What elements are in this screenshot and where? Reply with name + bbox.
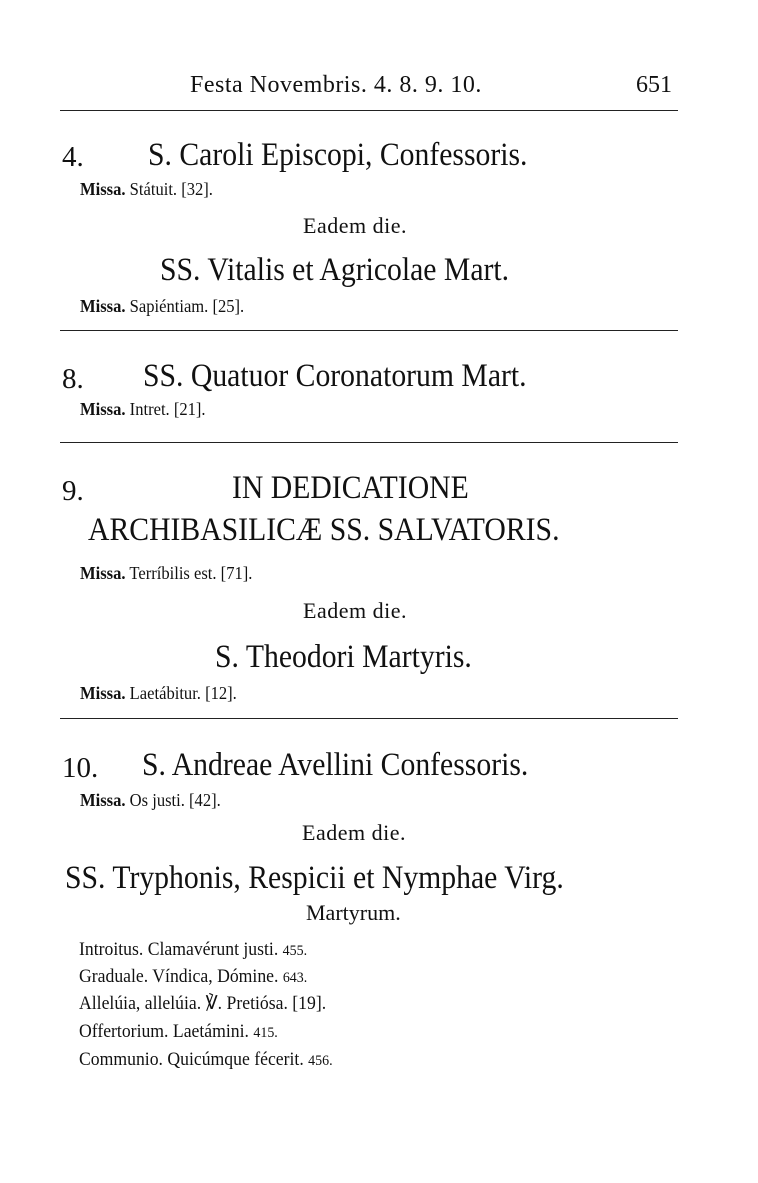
missa-text: Laetábitur. [12]. — [129, 683, 237, 703]
missa-text: Os justi. [42]. — [129, 790, 221, 810]
proper-graduale — [79, 967, 307, 986]
missa-label: Missa. — [80, 563, 126, 583]
missa-label: Missa. — [80, 296, 126, 316]
proper-label: Communio. — [79, 1049, 163, 1070]
day-number-10: 10. — [62, 752, 99, 784]
proper-text: ℣. Pretiósa. — [205, 993, 288, 1014]
proper-ref: 643. — [282, 970, 308, 986]
missa-line-caroli — [80, 180, 213, 198]
feast-title-theodori: S. Theodori Martyris. — [215, 639, 472, 675]
eadem-die-label: Eadem die. — [302, 820, 406, 845]
missa-text: Intret. [21]. — [129, 399, 206, 419]
missa-label: Missa. — [80, 683, 126, 703]
section-rule — [60, 442, 678, 443]
missa-line-coronatorum — [80, 400, 206, 418]
feast-title-avellini: S. Andreae Avellini Confessoris. — [142, 747, 529, 783]
page-number: 651 — [636, 72, 672, 98]
missa-text: Sapiéntiam. [25]. — [129, 296, 245, 316]
proper-offertorium — [79, 1022, 278, 1041]
eadem-die-label: Eadem die. — [303, 598, 407, 623]
feast-title-dedicatione-line2: ARCHIBASILICÆ SS. SALVATORIS. — [88, 512, 560, 548]
missa-line-avellini — [80, 791, 221, 809]
proper-communio — [79, 1050, 333, 1069]
proper-ref: 456. — [308, 1053, 333, 1069]
eadem-die-label: Eadem die. — [303, 213, 407, 238]
section-rule — [60, 330, 678, 331]
day-number-4: 4. — [62, 141, 84, 173]
missa-label: Missa. — [80, 790, 126, 810]
proper-ref: 455. — [282, 943, 308, 959]
feast-title-dedicatione-line1: IN DEDICATIONE — [232, 470, 469, 506]
header-rule — [60, 110, 678, 111]
proper-text: Quicúmque fécerit. — [167, 1049, 304, 1070]
feast-title-caroli: S. Caroli Episcopi, Confessoris. — [148, 137, 528, 173]
missa-line-vitalis — [80, 297, 244, 315]
proper-label: Introitus. — [79, 939, 144, 960]
section-rule — [60, 718, 678, 719]
proper-text: Víndica, Dómine. — [152, 966, 279, 987]
proper-ref: 415. — [253, 1025, 278, 1041]
proper-label: Allelúia, allelúia. — [79, 993, 202, 1014]
proper-label: Graduale. — [79, 966, 149, 987]
feast-title-vitalis: SS. Vitalis et Agricolae Mart. — [160, 252, 510, 288]
day-number-9: 9. — [62, 475, 84, 507]
feast-title-coronatorum: SS. Quatuor Coronatorum Mart. — [143, 358, 527, 394]
proper-ref: [19]. — [292, 993, 327, 1014]
missa-label: Missa. — [80, 179, 126, 199]
proper-text: Clamavérunt justi. — [147, 939, 279, 960]
proper-label: Offertorium. — [79, 1021, 169, 1042]
missa-text: Státuit. [32]. — [129, 179, 213, 199]
running-title: Festa Novembris. 4. 8. 9. 10. — [190, 72, 482, 98]
missa-text: Terríbilis est. [71]. — [129, 563, 253, 583]
missa-label: Missa. — [80, 399, 126, 419]
feast-subtitle-martyrum: Martyrum. — [306, 900, 401, 925]
day-number-8: 8. — [62, 363, 84, 395]
proper-text: Laetámini. — [172, 1021, 249, 1042]
proper-alleluia — [79, 994, 326, 1013]
missa-line-theodori — [80, 684, 237, 702]
feast-title-tryphonis: SS. Tryphonis, Respicii et Nymphae Virg. — [65, 860, 564, 896]
missa-line-dedicatione — [80, 564, 252, 582]
proper-introitus — [79, 940, 307, 959]
